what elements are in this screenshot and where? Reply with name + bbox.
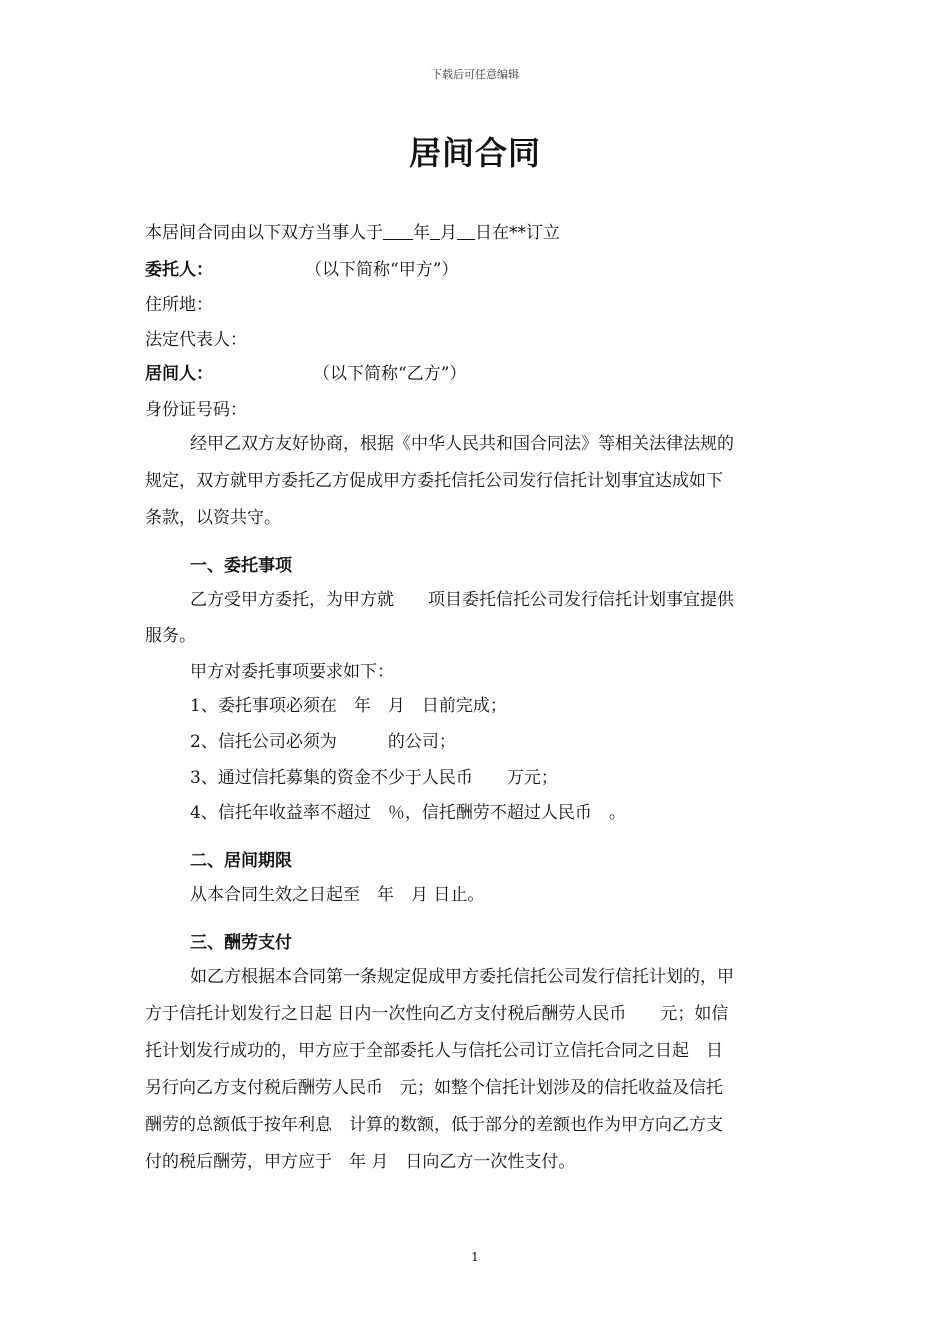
page-number: 1 xyxy=(471,1250,479,1264)
intro-month: 月 xyxy=(440,223,457,243)
list-item: 3、通过信托募集的资金不少于人民币 万元； xyxy=(190,768,558,788)
paragraph-line: 方于信托计划发行之日起 日内一次性向乙方支付税后酬劳人民币 元；如信 xyxy=(145,1004,729,1024)
principal-note: （以下简称“甲方”） xyxy=(305,260,459,280)
legal-rep-label: 法定代表人： xyxy=(145,330,247,350)
header-note: 下载后可任意编辑 xyxy=(431,68,519,81)
preamble-line: 条款，以资共守。 xyxy=(145,508,281,528)
day-blank xyxy=(457,222,475,240)
address-label: 住所地： xyxy=(145,295,213,315)
paragraph-line: 酬劳的总额低于按年利息 计算的数额，低于部分的差额也作为甲方向乙方支 xyxy=(145,1115,723,1135)
section-heading: 三、酬劳支付 xyxy=(190,933,292,953)
intermediary-label: 居间人： xyxy=(145,364,213,384)
intro-prefix: 本居间合同由以下双方当事人于 xyxy=(145,223,383,243)
paragraph-line: 乙方受甲方委托，为甲方就 项目委托信托公司发行信托计划事宜提供 xyxy=(190,590,734,610)
month-blank xyxy=(430,222,440,240)
list-item: 2、信托公司必须为 的公司； xyxy=(190,732,456,752)
year-blank xyxy=(383,222,413,240)
preamble-line: 规定，双方就甲方委托乙方促成甲方委托信托公司发行信托计划事宜达成如下 xyxy=(145,471,723,491)
paragraph-line: 服务。 xyxy=(145,626,196,646)
principal-label: 委托人： xyxy=(145,260,213,280)
principal-line xyxy=(145,255,458,280)
preamble-line: 经甲乙双方友好协商，根据《中华人民共和国合同法》等相关法律法规的 xyxy=(190,434,734,454)
document-title: 居间合同 xyxy=(408,134,541,172)
requirements-intro: 甲方对委托事项要求如下： xyxy=(190,662,394,682)
paragraph-line: 付的税后酬劳，甲方应于 年 月 日向乙方一次性支付。 xyxy=(145,1152,576,1172)
paragraph-line: 如乙方根据本合同第一条规定促成甲方委托信托公司发行信托计划的，甲 xyxy=(190,967,734,987)
section-heading: 一、委托事项 xyxy=(190,556,292,576)
intro-day-suffix: 日在**订立 xyxy=(475,223,560,243)
intermediary-note: （以下简称“乙方”） xyxy=(313,364,467,384)
list-item: 1、委托事项必须在 年 月 日前完成； xyxy=(190,696,507,716)
id-label: 身份证号码： xyxy=(145,400,247,420)
paragraph-line: 另行向乙方支付税后酬劳人民币 元；如整个信托计划涉及的信托收益及信托 xyxy=(145,1078,723,1098)
paragraph-line: 托计划发行成功的，甲方应于全部委托人与信托公司订立信托合同之日起 日 xyxy=(145,1041,723,1061)
intro-year: 年 xyxy=(413,223,430,243)
paragraph-line: 从本合同生效之日起至 年 月 日止。 xyxy=(190,885,485,905)
intermediary-line xyxy=(145,359,466,384)
intro-line xyxy=(145,218,560,243)
section-heading: 二、居间期限 xyxy=(190,851,292,871)
list-item: 4、信托年收益率不超过 ％，信托酬劳不超过人民币 。 xyxy=(190,803,626,823)
